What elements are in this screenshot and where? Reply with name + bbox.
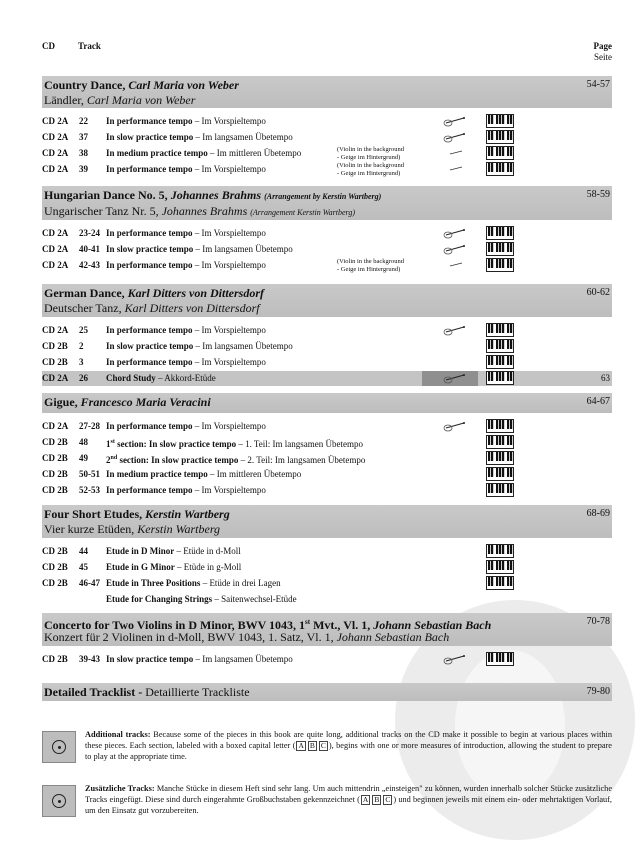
track-description: In slow practice tempo – Im langsamen Übetempo (106, 244, 293, 254)
section-header (42, 186, 612, 220)
track-row[interactable] (42, 419, 612, 434)
track-row[interactable] (42, 355, 612, 370)
note-label: Zusätzliche Tracks: (85, 784, 155, 793)
track-title-de: Im Vorspieltempo (201, 164, 266, 174)
track-title-en: In medium practice tempo (106, 148, 208, 158)
col-header-page: Page (593, 41, 612, 51)
track-row[interactable] (42, 258, 612, 273)
track-row[interactable] (42, 576, 612, 591)
background-note-de: - Geige im Hintergrund) (337, 169, 401, 177)
track-title-en: In performance tempo (106, 485, 193, 495)
composer: Carl Maria von Weber (128, 78, 239, 92)
background-note (337, 258, 404, 273)
track-number: 39 (79, 164, 88, 174)
track-title-en: In medium practice tempo (106, 469, 208, 479)
page-range: 68-69 (586, 508, 610, 519)
piece-title: Four Short Etudes, (44, 507, 146, 521)
track-title-en: section: In slow practice tempo (114, 439, 237, 449)
cd-number: CD 2A (42, 421, 69, 431)
composer-de: Karl Ditters von Dittersdorf (124, 301, 260, 315)
section-header (42, 613, 612, 646)
piece-title: Gigue, (44, 395, 81, 409)
piano-keyboard-icon (486, 130, 514, 147)
piano-keyboard-icon (486, 483, 514, 500)
cd-number: CD 2A (42, 116, 69, 126)
track-description: In performance tempo – Im Vorspieltempo (106, 164, 266, 174)
track-description: Etude in D Minor – Etüde in d-Moll (106, 546, 241, 556)
track-title-de: Im Vorspieltempo (201, 228, 266, 238)
track-number: 52-53 (79, 485, 100, 495)
cd-number: CD 2A (42, 228, 69, 238)
page-number: 63 (601, 373, 610, 383)
piano-keyboard-icon (486, 258, 514, 275)
background-note-en: (Violin in the background (337, 258, 404, 265)
track-title-en: Chord Study (106, 373, 156, 383)
track-description: Chord Study – Akkord-Etüde (106, 373, 216, 383)
cd-number: CD 2B (42, 357, 68, 367)
cd-number: CD 2B (42, 578, 68, 588)
track-description: In performance tempo – Im Vorspieltempo (106, 485, 266, 495)
piano-keyboard-icon (486, 339, 514, 356)
cd-number: CD 2B (42, 453, 68, 463)
track-row[interactable] (42, 162, 612, 177)
composer-de: Carl Maria von Weber (86, 93, 196, 107)
track-title-de: Etüde in drei Lagen (209, 578, 281, 588)
cd-number: CD 2B (42, 341, 68, 351)
track-number: 44 (79, 546, 88, 556)
track-row[interactable] (42, 371, 612, 386)
title-post: Mvt., Vl. 1, (310, 618, 374, 632)
track-description: In medium practice tempo – Im mittleren Übetempo (106, 148, 302, 158)
track-row[interactable] (42, 451, 612, 466)
composer: Johannes Brahms (170, 188, 262, 202)
piano-keyboard-icon (486, 467, 514, 484)
violin-icon (442, 259, 466, 274)
violin-icon (442, 131, 466, 146)
track-row[interactable] (42, 483, 612, 498)
track-number: 48 (79, 437, 88, 447)
watermark-logo-inner (455, 650, 565, 800)
track-description: In performance tempo – Im Vorspieltempo (106, 421, 266, 431)
piece-title-de: Deutscher Tanz, (44, 301, 125, 315)
page-range: 70-78 (586, 616, 610, 627)
note-text-end: ), begins with one or more measures of introduction, allowing the student to prepare to play at the appropriate time. (85, 741, 612, 761)
track-row[interactable] (42, 242, 612, 257)
violin-icon (442, 163, 466, 178)
page-range: 54-57 (586, 79, 610, 90)
cd-number: CD 2B (42, 562, 68, 572)
note-text: Because some of the pieces in this book are quite long, additional tracks on the CD make it possible to begin at various places within these pieces. Each section, labeled with a boxed capital letter ( (85, 730, 612, 750)
track-title-en: Etude in G Minor (106, 562, 175, 572)
piano-keyboard-icon (486, 146, 514, 163)
track-description: In slow practice tempo – Im langsamen Übetempo (106, 654, 293, 664)
piano-keyboard-icon (486, 371, 514, 388)
track-description: In performance tempo – Im Vorspieltempo (106, 325, 266, 335)
composer: Karl Ditters von Dittersdorf (127, 286, 264, 300)
track-description: In slow practice tempo – Im langsamen Übetempo (106, 341, 293, 351)
boxed-letter: A (298, 741, 304, 750)
page-range: 58-59 (586, 189, 610, 200)
composer: Francesco Maria Veracini (80, 395, 211, 409)
track-title-en: Etude in Three Positions (106, 578, 201, 588)
col-header-seite: Seite (594, 52, 612, 62)
track-number: 38 (79, 148, 88, 158)
track-description: 1st section: In slow practice tempo – 1. Teil: Im langsamen Übetempo (106, 439, 364, 449)
piano-keyboard-icon (486, 242, 514, 259)
violin-icon (442, 653, 466, 668)
track-title-en: In performance tempo (106, 116, 193, 126)
piano-keyboard-icon (486, 652, 514, 669)
track-title-de: Im Vorspieltempo (201, 260, 266, 270)
track-title-de: Etüde in g-Moll (183, 562, 242, 572)
track-title-de: Akkord-Etüde (164, 373, 216, 383)
arrangement-de: (Arrangement Kerstin Wartberg) (250, 208, 355, 217)
track-row[interactable] (42, 146, 612, 161)
track-title-en: Etude for Changing Strings (106, 594, 213, 604)
composer-de: Johann Sebastian Bach (336, 630, 450, 644)
track-title-de: 1. Teil: Im langsamen Übetempo (245, 439, 364, 449)
track-title-de: Im langsamen Übetempo (202, 132, 293, 142)
track-number: 40-41 (79, 244, 100, 254)
track-title-en: In slow practice tempo (106, 244, 194, 254)
title-sup: st (305, 618, 311, 626)
track-number: 25 (79, 325, 88, 335)
piece-title-de: Konzert für 2 Violinen in d-Moll, BWV 1043, 1. Satz, Vl. 1, (44, 630, 337, 644)
track-title-de: Im Vorspieltempo (201, 485, 266, 495)
track-number: 2 (79, 341, 84, 351)
violin-icon (442, 115, 466, 130)
col-header-track: Track (78, 41, 101, 51)
track-title-de: Im Vorspieltempo (201, 116, 266, 126)
composer-de: Kerstin Wartberg (137, 522, 221, 536)
boxed-letter: A (362, 795, 369, 804)
background-note-de: - Geige im Hintergrund) (337, 153, 401, 161)
piano-keyboard-icon (486, 544, 514, 561)
boxed-letter: B (374, 795, 380, 804)
cd-number: CD 2A (42, 244, 69, 254)
track-title-en: In performance tempo (106, 325, 193, 335)
track-number: 50-51 (79, 469, 100, 479)
arrangement: (Arrangement by Kerstin Wartberg) (264, 192, 382, 201)
track-title-de: 2. Teil: Im langsamen Übetempo (247, 455, 366, 465)
track-description: Etude in G Minor – Etüde in g-Moll (106, 562, 242, 572)
track-title-de: Im Vorspieltempo (201, 325, 266, 335)
background-note-en: (Violin in the background (337, 162, 404, 169)
boxed-letter: C (320, 741, 326, 750)
track-number: 45 (79, 562, 88, 572)
cd-number: CD 2B (42, 469, 68, 479)
section-header (42, 393, 612, 413)
track-number: 22 (79, 116, 88, 126)
section-header (42, 505, 612, 538)
track-description: In slow practice tempo – Im langsamen Übetempo (106, 132, 293, 142)
track-title-de: Saitenwechsel-Etüde (221, 594, 297, 604)
piece-title: German Dance, (44, 286, 128, 300)
piano-keyboard-icon (486, 162, 514, 179)
track-row[interactable] (42, 544, 612, 559)
track-row[interactable] (42, 226, 612, 241)
track-number: 3 (79, 357, 84, 367)
track-row[interactable] (42, 652, 612, 667)
track-number: 27-28 (79, 421, 100, 431)
track-title-de: Im langsamen Übetempo (202, 654, 293, 664)
violin-icon (442, 420, 466, 435)
track-title-en: In performance tempo (106, 260, 193, 270)
cd-number: CD 2B (42, 437, 68, 447)
section-header (42, 683, 612, 701)
track-title-en: In performance tempo (106, 228, 193, 238)
track-row[interactable] (42, 592, 612, 607)
track-number: 46-47 (79, 578, 100, 588)
piano-keyboard-icon (486, 226, 514, 243)
track-title-de: Im langsamen Übetempo (202, 244, 293, 254)
track-description: Etude in Three Positions – Etüde in drei Lagen (106, 578, 281, 588)
violin-icon (442, 372, 466, 387)
cd-number: CD 2A (42, 260, 69, 270)
page-range: 64-67 (586, 396, 610, 407)
cd-number: CD 2B (42, 654, 68, 664)
track-number: 23-24 (79, 228, 100, 238)
piano-keyboard-icon (486, 323, 514, 340)
track-title-en: In slow practice tempo (106, 341, 194, 351)
cd-number: CD 2B (42, 546, 68, 556)
piece-title-de: Vier kurze Etüden, (44, 522, 138, 536)
background-note-en: (Violin in the background (337, 146, 404, 153)
track-title-de: Im Vorspieltempo (201, 357, 266, 367)
track-title-en: In slow practice tempo (106, 132, 194, 142)
cd-icon (42, 731, 76, 763)
track-title-de: Im Vorspieltempo (201, 421, 266, 431)
piano-keyboard-icon (486, 576, 514, 593)
boxed-letter: C (385, 795, 391, 804)
track-title-de: Im mittleren Übetempo (216, 148, 302, 158)
note-label: Additional tracks: (85, 730, 151, 739)
track-title-de: Im langsamen Übetempo (202, 341, 293, 351)
section-sup: nd (110, 455, 118, 461)
violin-icon (442, 324, 466, 339)
track-title-en: Etude in D Minor (106, 546, 175, 556)
piece-title: Detailed Tracklist - (44, 685, 146, 699)
violin-icon (442, 147, 466, 162)
track-title-en: In performance tempo (106, 421, 193, 431)
track-title-en: In slow practice tempo (106, 654, 194, 664)
cd-number: CD 2A (42, 325, 69, 335)
background-note (337, 146, 404, 161)
note-text: Manche Stücke in diesem Heft sind sehr lang. Um auch mittendrin „einsteigen" zu können, wurden innerhalb solcher Stücke zusätzliche Tracks eingefügt. Diese sind durch eingerahmte Großbuchstaben gekennzeichnet ( (85, 784, 612, 804)
piece-title: Country Dance, (44, 78, 129, 92)
section-sup: st (110, 439, 115, 445)
cd-number: CD 2A (42, 132, 69, 142)
track-title-de: Etüde in d-Moll (183, 546, 241, 556)
track-title-en: In performance tempo (106, 357, 193, 367)
track-row[interactable] (42, 130, 612, 145)
piano-keyboard-icon (486, 435, 514, 452)
track-row[interactable] (42, 467, 612, 482)
cd-number: CD 2A (42, 148, 69, 158)
page-range: 79-80 (586, 686, 610, 697)
cd-icon (42, 785, 76, 817)
track-description: In performance tempo – Im Vorspieltempo (106, 228, 266, 238)
violin-icon (442, 227, 466, 242)
piece-title-de: Ländler, (44, 93, 87, 107)
cd-number: CD 2B (42, 485, 68, 495)
track-description: In medium practice tempo – Im mittleren Übetempo (106, 469, 302, 479)
piece-title: Hungarian Dance No. 5, (44, 188, 171, 202)
track-number: 39-43 (79, 654, 100, 664)
track-row[interactable] (42, 114, 612, 129)
piano-keyboard-icon (486, 560, 514, 577)
background-note-de: - Geige im Hintergrund) (337, 265, 401, 273)
section-header (42, 284, 612, 317)
track-title-en: In performance tempo (106, 164, 193, 174)
title-de: Detaillierte Trackliste (145, 685, 250, 699)
track-row[interactable] (42, 323, 612, 338)
piano-keyboard-icon (486, 419, 514, 436)
section-header (42, 76, 612, 108)
col-header-cd: CD (42, 41, 55, 51)
section-num: 2 (106, 455, 111, 465)
track-row[interactable] (42, 560, 612, 575)
track-number: 42-43 (79, 260, 100, 270)
piece-title-de: Ungarischer Tanz Nr. 5, (44, 204, 162, 218)
track-description: In performance tempo – Im Vorspieltempo (106, 116, 266, 126)
track-number: 26 (79, 373, 88, 383)
piano-keyboard-icon (486, 114, 514, 131)
cd-number: CD 2A (42, 373, 69, 383)
track-description: In performance tempo – Im Vorspieltempo (106, 260, 266, 270)
composer: Johann Sebastian Bach (373, 618, 492, 632)
composer-de: Johannes Brahms (161, 204, 248, 218)
track-row[interactable] (42, 339, 612, 354)
violin-icon (442, 243, 466, 258)
track-description: Etude for Changing Strings – Saitenwechsel-Etüde (106, 594, 297, 604)
boxed-letter: B (309, 741, 315, 750)
piece-title: Concerto for Two Violins in D Minor, BWV 1043, 1 (44, 618, 306, 632)
track-number: 49 (79, 453, 88, 463)
track-title-de: Im mittleren Übetempo (216, 469, 302, 479)
track-description: In performance tempo – Im Vorspieltempo (106, 357, 266, 367)
piano-keyboard-icon (486, 355, 514, 372)
note-text-end: ) und beginnen jeweils mit einem ein- oder mehrtaktigen Vorlauf, um den Einsatz gut vorzubereiten. (85, 795, 612, 815)
page-range: 60-62 (586, 287, 610, 298)
track-row[interactable] (42, 435, 612, 450)
piano-keyboard-icon (486, 451, 514, 468)
background-note (337, 162, 404, 177)
track-description: 2nd section: In slow practice tempo – 2. Teil: Im langsamen Übetempo (106, 455, 366, 465)
cd-number: CD 2A (42, 164, 69, 174)
section-num: 1 (106, 439, 111, 449)
track-number: 37 (79, 132, 88, 142)
track-title-en: section: In slow practice tempo (117, 455, 239, 465)
composer: Kerstin Wartberg (145, 507, 230, 521)
